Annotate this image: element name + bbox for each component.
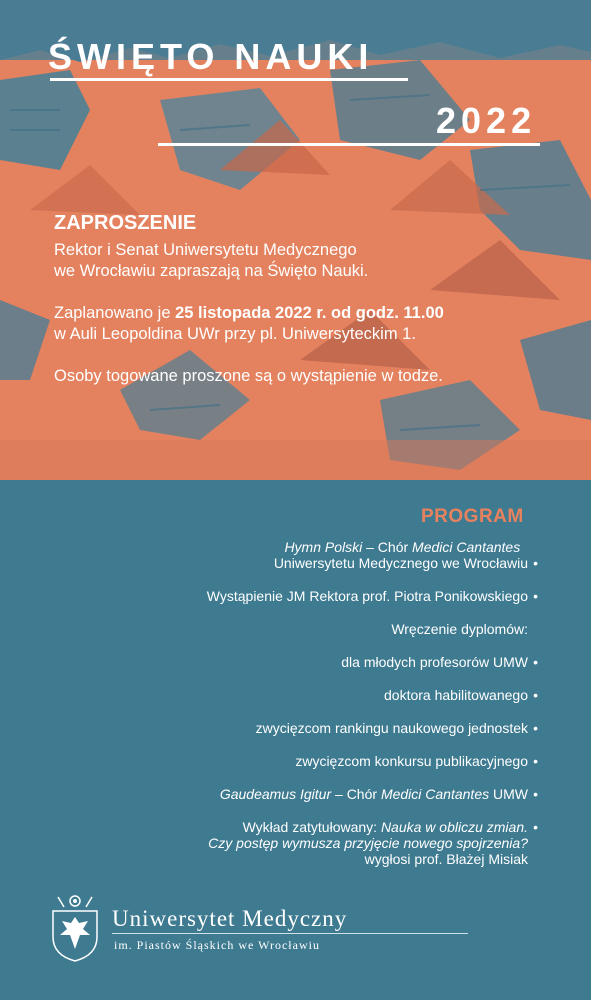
program-item-speech <box>18 588 538 604</box>
program-item-gaudeamus <box>18 786 538 802</box>
program-title: PROGRAM <box>421 506 524 527</box>
gaudeamus-title: Gaudeamus Igitur <box>219 786 332 802</box>
invitation-date <box>54 303 554 324</box>
diplomas-text: Wręczenie dyplomów: <box>391 621 528 637</box>
program-item-lecture <box>18 819 538 867</box>
gaudeamus-mid: – Chór <box>331 786 381 802</box>
page-title: ŚWIĘTO NAUKI <box>48 36 374 77</box>
hymn-choir: Medici Cantantes <box>412 539 521 555</box>
ranking-text: zwycięzcom rankingu naukowego jednostek <box>255 720 528 736</box>
gaudeamus-end: UMW <box>489 786 528 802</box>
hymn-line-2: Uniwersytetu Medycznego we Wrocławiu <box>273 555 528 571</box>
speech-text: Wystąpienie JM Rektora prof. Piotra Ponikowskiego <box>206 588 528 604</box>
year-underline <box>158 143 540 146</box>
program-item-young <box>18 654 538 670</box>
program-item-diplomas <box>18 621 538 637</box>
bullet: • <box>533 654 538 670</box>
event-year: 2022 <box>436 100 537 141</box>
invitation-heading: ZAPROSZENIE <box>54 212 197 234</box>
lecture-prefix: Wykład zatytułowany: <box>242 819 381 835</box>
university-crest-icon <box>50 893 100 963</box>
bullet: • <box>533 720 538 736</box>
program-item-contest <box>18 753 538 769</box>
date-bold: 25 listopada 2022 r. od godz. 11.00 <box>175 304 444 322</box>
lecture-speaker: wygłosi prof. Błażej Misiak <box>364 851 528 867</box>
program-item-habil <box>18 687 538 703</box>
habil-text: doktora habilitowanego <box>384 687 528 703</box>
bullet: • <box>533 588 538 604</box>
university-name: Uniwersytet Medyczny <box>112 906 348 931</box>
young-text: dla młodych profesorów UMW <box>341 654 528 670</box>
lecture-title-2: Czy postęp wymusza przyjęcie nowego spojrzenia? <box>208 835 528 851</box>
invitation-dress-code: Osoby togowane proszone są o wystąpienie w todze. <box>54 367 443 385</box>
program-item-hymn <box>18 539 538 571</box>
bullet: • <box>533 687 538 703</box>
invitation-line-1: Rektor i Senat Uniwersytetu Medycznego <box>54 241 357 259</box>
bullet: • <box>533 786 538 802</box>
hymn-title: Hymn Polski <box>284 539 363 555</box>
university-logo <box>50 893 550 963</box>
title-underline <box>50 78 408 81</box>
invitation-block <box>54 210 554 387</box>
invitation-location: w Auli Leopoldina UWr przy pl. Uniwersyteckim 1. <box>54 325 416 343</box>
bullet: • <box>533 753 538 769</box>
program-item-ranking <box>18 720 538 736</box>
university-subtitle: im. Piastów Śląskich we Wrocławiu <box>114 938 320 952</box>
hymn-rest: – Chór <box>362 539 413 555</box>
logo-divider <box>112 933 468 934</box>
invitation-line-2: we Wrocławiu zapraszają na Święto Nauki. <box>54 262 369 280</box>
gaudeamus-choir: Medici Cantantes <box>380 786 490 802</box>
program-list <box>18 539 538 884</box>
lecture-title-1: Nauka w obliczu zmian. <box>380 819 528 835</box>
contest-text: zwycięzcom konkursu publikacyjnego <box>295 753 528 769</box>
bullet: • <box>533 819 538 835</box>
date-prefix: Zaplanowano je <box>54 304 176 322</box>
hero-photo <box>0 0 591 480</box>
bullet: • <box>533 555 538 571</box>
